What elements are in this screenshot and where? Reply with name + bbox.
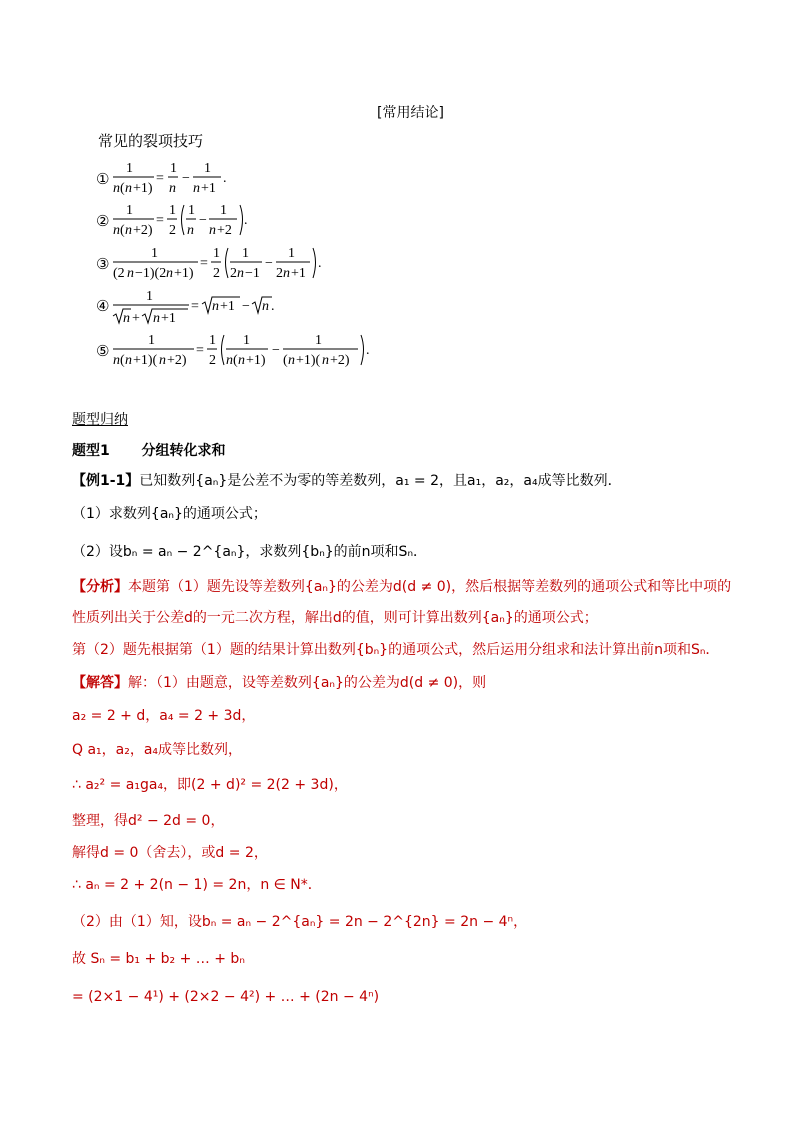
svg-text:n: n: [125, 353, 132, 368]
formula-2: [96, 200, 266, 238]
category-heading: 题型归纳: [72, 412, 128, 428]
svg-text:n: n: [187, 223, 194, 238]
formula-4: [96, 287, 306, 327]
svg-text:+1: +1: [201, 181, 216, 196]
svg-text:+1: +1: [220, 299, 235, 314]
svg-text:n: n: [262, 299, 269, 314]
example-statement: [72, 474, 622, 488]
solution-line-1: [72, 676, 486, 690]
svg-text:1: 1: [213, 246, 220, 261]
svg-text:④: ④: [96, 297, 110, 315]
solution-text-1: 解：（1）由题意，设等差数列{aₙ}的公差为d(d ≠ 0)，则: [128, 675, 487, 691]
type-label: 题型1: [72, 443, 110, 459]
svg-text:n: n: [125, 223, 132, 238]
svg-text:(: (: [233, 353, 238, 368]
svg-text:n: n: [212, 299, 219, 314]
tricks-title: 常见的裂项技巧: [98, 132, 204, 150]
svg-text:n: n: [125, 181, 132, 196]
svg-text:2: 2: [276, 266, 283, 281]
svg-text:(2: (2: [113, 266, 125, 281]
svg-text:2: 2: [213, 266, 220, 281]
svg-text:+1: +1: [291, 266, 306, 281]
svg-text:2: 2: [230, 266, 237, 281]
svg-text:.: .: [366, 343, 370, 358]
svg-text:1: 1: [209, 333, 216, 348]
svg-text:=: =: [191, 299, 199, 314]
svg-text:1: 1: [126, 161, 133, 176]
svg-text:−: −: [182, 171, 190, 186]
svg-text:1: 1: [170, 161, 177, 176]
svg-text:+1): +1): [246, 353, 266, 368]
svg-text:−1)(2: −1)(2: [135, 266, 167, 281]
svg-text:+2): +2): [133, 223, 153, 238]
svg-text:n: n: [123, 311, 130, 326]
svg-text:1: 1: [243, 333, 250, 348]
svg-text:−: −: [272, 343, 280, 358]
svg-text:2: 2: [209, 353, 216, 368]
svg-text:1: 1: [188, 203, 195, 218]
svg-text:②: ②: [96, 212, 110, 230]
analysis-line-1: [72, 580, 731, 594]
svg-text:n: n: [226, 353, 233, 368]
svg-text:(: (: [120, 223, 125, 238]
svg-text:1: 1: [146, 289, 153, 304]
svg-text:.: .: [244, 213, 248, 228]
type-title: 分组转化求和: [141, 443, 226, 459]
svg-text:+1): +1): [174, 266, 194, 281]
svg-text:1: 1: [151, 246, 158, 261]
solution-line-5: 整理，得d² − 2d = 0，: [72, 813, 225, 829]
example-question-1: （1）求数列{aₙ}的通项公式；: [72, 506, 267, 522]
svg-text:(: (: [283, 353, 288, 368]
svg-text:+: +: [132, 311, 140, 326]
analysis-line-2: 性质列出关于公差d的一元二次方程，解出d的值，则可计算出数列{aₙ}的通项公式；: [72, 610, 598, 626]
solution-line-6: 解得d = 0（舍去），或d = 2，: [72, 845, 268, 861]
type-heading: [72, 444, 226, 458]
svg-text:n: n: [283, 266, 290, 281]
svg-text:.: .: [223, 171, 227, 186]
svg-text:n: n: [288, 353, 295, 368]
svg-text:n: n: [113, 181, 120, 196]
svg-text:−1: −1: [245, 266, 260, 281]
svg-text:n: n: [113, 223, 120, 238]
svg-text:③: ③: [96, 255, 110, 273]
formula-1: [96, 158, 256, 196]
solution-line-10: = (2×1 − 4¹) + (2×2 − 4²) + … + (2n − 4ⁿ): [72, 989, 380, 1005]
svg-text:1: 1: [148, 333, 155, 348]
svg-text:n: n: [127, 266, 134, 281]
svg-text:1: 1: [126, 203, 133, 218]
svg-text:1: 1: [220, 203, 227, 218]
svg-text:−: −: [265, 256, 273, 271]
svg-text:n: n: [166, 266, 173, 281]
svg-text:+1): +1): [133, 181, 153, 196]
svg-text:n: n: [209, 223, 216, 238]
svg-text:2: 2: [169, 223, 176, 238]
solution-line-7: ∴ aₙ = 2 + 2(n − 1) = 2n，n ∈ N*．: [72, 877, 322, 893]
example-tag: 【例1-1】: [72, 473, 140, 489]
solution-line-2: a₂ = 2 + d，a₄ = 2 + 3d，: [72, 708, 256, 724]
svg-text:+1)(: +1)(: [296, 353, 321, 368]
svg-text:⑤: ⑤: [96, 342, 110, 360]
formula-3: [96, 243, 336, 283]
analysis-text-1: 本题第（1）题先设等差数列{aₙ}的公差为d(d ≠ 0)，然后根据等差数列的通项公式和等比中项的: [128, 579, 732, 595]
analysis-line-3: 第（2）题先根据第（1）题的结果计算出数列{bₙ}的通项公式，然后运用分组求和法计算出前n项和Sₙ．: [72, 642, 720, 658]
svg-text:1: 1: [315, 333, 322, 348]
svg-text:n: n: [193, 181, 200, 196]
svg-text:(: (: [120, 181, 125, 196]
svg-text:=: =: [156, 213, 164, 228]
svg-text:n: n: [113, 353, 120, 368]
svg-text:−: −: [242, 299, 250, 314]
example-question-2: （2）设bₙ = aₙ − 2^{aₙ}，求数列{bₙ}的前n项和Sₙ．: [72, 544, 428, 560]
svg-text:n: n: [153, 311, 160, 326]
solution-line-8: （2）由（1）知，设bₙ = aₙ − 2^{aₙ} = 2n − 2^{2n} = 2n − 4ⁿ，: [72, 914, 528, 930]
svg-text:1: 1: [204, 161, 211, 176]
solution-line-9: 故 Sₙ = b₁ + b₂ + … + bₙ: [72, 951, 245, 967]
analysis-tag: 【分析】: [72, 579, 128, 595]
svg-text:+2): +2): [330, 353, 350, 368]
svg-text:n: n: [237, 266, 244, 281]
svg-text:.: .: [271, 299, 275, 314]
svg-text:.: .: [318, 256, 322, 271]
svg-text:+2): +2): [167, 353, 187, 368]
svg-text:1: 1: [288, 246, 295, 261]
section-title: [常用结论]: [377, 105, 444, 121]
svg-text:①: ①: [96, 170, 110, 188]
svg-text:n: n: [159, 353, 166, 368]
solution-tag: 【解答】: [72, 675, 128, 691]
svg-text:=: =: [156, 171, 164, 186]
solution-line-4: ∴ a₂² = a₁ga₄，即(2 + d)² = 2(2 + 3d)，: [72, 777, 348, 793]
formula-5: [96, 330, 386, 370]
svg-text:−: −: [199, 213, 207, 228]
svg-text:n: n: [238, 353, 245, 368]
svg-text:=: =: [200, 256, 208, 271]
solution-line-3: Q a₁，a₂，a₄成等比数列，: [72, 742, 243, 758]
svg-text:n: n: [169, 181, 176, 196]
svg-text:1: 1: [169, 203, 176, 218]
svg-text:=: =: [196, 343, 204, 358]
svg-text:1: 1: [242, 246, 249, 261]
example-text: 已知数列{aₙ}是公差不为零的等差数列，a₁ = 2，且a₁，a₂，a₄成等比数列．: [139, 473, 622, 489]
svg-text:+1: +1: [161, 311, 176, 326]
svg-text:+2: +2: [217, 223, 232, 238]
svg-text:+1)(: +1)(: [133, 353, 158, 368]
svg-text:n: n: [322, 353, 329, 368]
svg-text:(: (: [120, 353, 125, 368]
